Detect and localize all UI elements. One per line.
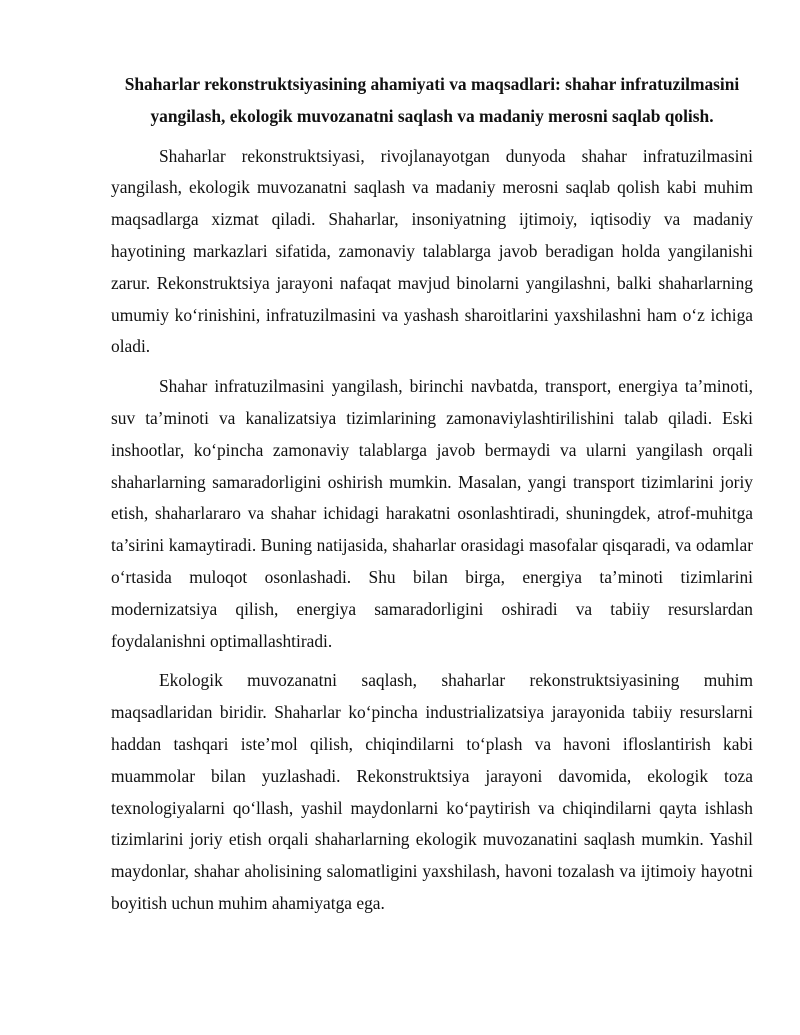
paragraph-2: Shahar infratuzilmasini yangilash, birinchi navbatda, transport, energiya ta’minoti, suv ta’minoti va kanalizatsiya tizimlarining zamonaviylashtirilishini talab qiladi. Eski inshootlar, ko‘pincha zamonaviy talablarga javob bermaydi va ularni yangilash orqali shaharlarning samaradorligini oshirish mumkin. Masalan, yangi transport tizimlarini joriy etish, shaharlararo va shahar ichidagi harakatni osonlashtiradi, shuningdek, atrof-muhitga ta’sirini kamaytiradi. Buning natijasida, shaharlar orasidagi masofalar qisqaradi, va odamlar o‘rtasida muloqot osonlashadi. Shu bilan birga, energiya ta’minoti tizimlarini modernizatsiya qilish, energiya samaradorligini oshiradi va tabiiy resurslardan foydalanishni optimallashtiradi. [111,376,753,651]
document-title: Shaharlar rekonstruktsiyasining ahamiyati va maqsadlari: shahar infratuzilmasini yangilash, ekologik muvozanatni saqlash va madaniy merosni saqlab qolish. [124,74,740,126]
document-page [111,69,753,928]
paragraph-3: Ekologik muvozanatni saqlash, shaharlar rekonstruktsiyasining muhim maqsadlaridan biridir. Shaharlar ko‘pincha industrializatsiya jarayonida tabiiy resurslarni haddan tashqari iste’mol qilish, chiqindilarni to‘plash va havoni ifloslantirish kabi muammolar bilan yuzlashadi. Rekonstruktsiya jarayoni davomida, ekologik toza texnologiyalarni qo‘llash, yashil maydonlarni ko‘paytirish va chiqindilarni qayta ishlash tizimlarini joriy etish orqali shaharlarning ekologik muvozanatini saqlash mumkin. Yashil maydonlar, shahar aholisining salomatligini yaxshilash, havoni tozalash va ijtimoiy hayotni boyitish uchun muhim ahamiyatga ega. [111,670,753,913]
paragraph-1: Shaharlar rekonstruktsiyasi, rivojlanayotgan dunyoda shahar infratuzilmasini yangilash, ekologik muvozanatni saqlash va madaniy merosni saqlab qolish kabi muhim maqsadlarga xizmat qiladi. Shaharlar, insoniyatning ijtimoiy, iqtisodiy va madaniy hayotining markazlari sifatida, zamonaviy talablarga javob beradigan holda yangilanishi zarur. Rekonstruktsiya jarayoni nafaqat mavjud binolarni yangilashni, balki shaharlarning umumiy ko‘rinishini, infratuzilmasini va yashash sharoitlarini yaxshilashni ham o‘z ichiga oladi. [111,145,753,357]
